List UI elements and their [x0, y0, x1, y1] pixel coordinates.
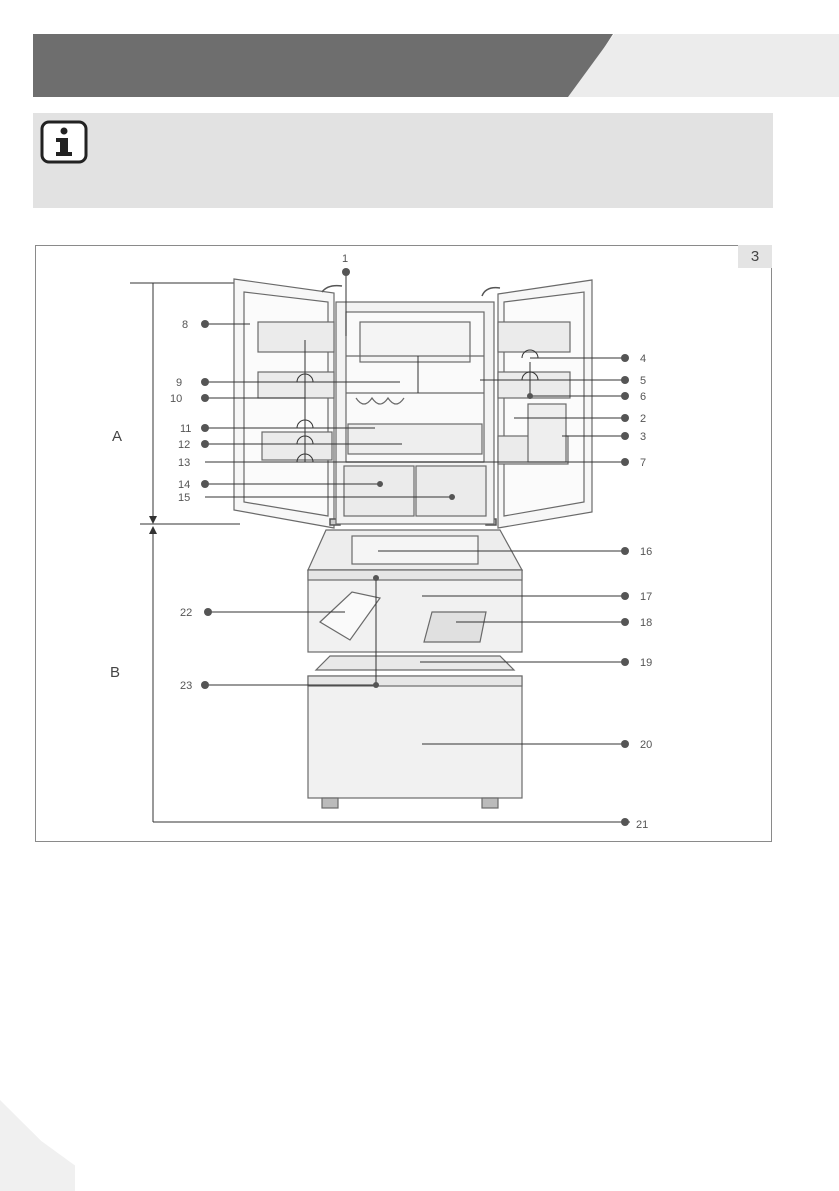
- callout-16: 16: [640, 546, 653, 558]
- middle-tray: [308, 530, 522, 570]
- callout-10: 10: [170, 393, 183, 405]
- dimension-b-label: B: [110, 664, 121, 681]
- callout-21: 21: [636, 819, 649, 831]
- callout-4: 4: [640, 353, 647, 365]
- callout-17: 17: [640, 591, 653, 603]
- callout-8: 8: [182, 319, 189, 331]
- callout-22: 22: [180, 607, 193, 619]
- callout-11: 11: [180, 423, 192, 435]
- callout-6: 6: [640, 391, 647, 403]
- callout-20: 20: [640, 739, 653, 751]
- upper-drawer: [308, 570, 522, 652]
- arrow-up-icon: [149, 526, 157, 534]
- shelf-tray: [316, 656, 514, 670]
- callout-5: 5: [640, 375, 647, 387]
- dimension-a-label: A: [112, 428, 123, 445]
- callout-3: 3: [640, 431, 647, 443]
- lower-drawer: [308, 676, 522, 808]
- callout-12: 12: [178, 439, 191, 451]
- callout-23: 23: [180, 680, 193, 692]
- callout-9: 9: [176, 377, 183, 389]
- callout-2: 2: [640, 413, 647, 425]
- callout-19: 19: [640, 657, 653, 669]
- figure-number: 3: [738, 245, 772, 268]
- callout-1: 1: [342, 253, 349, 265]
- fridge-cabinet: [336, 302, 494, 524]
- callout-7: 7: [640, 457, 647, 469]
- right-door: [498, 280, 592, 528]
- callout-15: 15: [178, 492, 191, 504]
- callout-18: 18: [640, 617, 653, 629]
- arrow-down-icon: [149, 516, 157, 524]
- callout-13: 13: [178, 457, 191, 469]
- left-door: [234, 279, 334, 528]
- callout-14: 14: [178, 479, 191, 491]
